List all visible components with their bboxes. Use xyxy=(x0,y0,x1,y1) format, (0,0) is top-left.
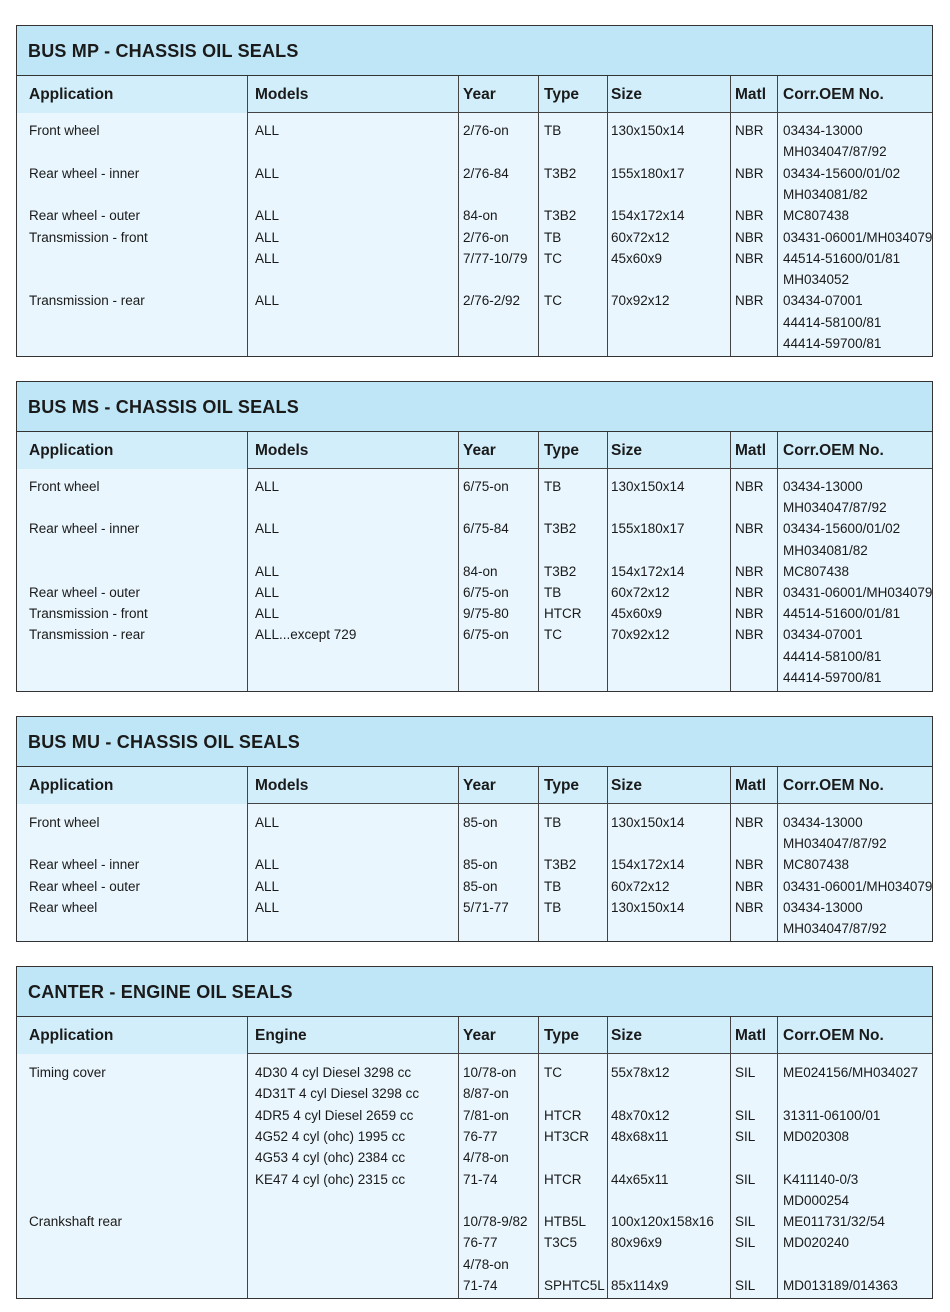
table-row xyxy=(17,1211,932,1232)
cell-size: 48x68x11 xyxy=(611,1128,669,1144)
cell-models: 4G52 4 cyl (ohc) 1995 cc xyxy=(255,1128,406,1144)
cell-oem: MC807438 xyxy=(783,563,850,579)
cell-year: 2/76-84 xyxy=(463,165,509,181)
section-title: CANTER - ENGINE OIL SEALS xyxy=(17,967,932,1017)
cell-type: T3B2 xyxy=(544,521,577,537)
cell-matl: NBR xyxy=(735,899,764,915)
table-row xyxy=(17,876,932,897)
cell-size: 45x60x9 xyxy=(611,606,663,622)
cell-size: 48x70x12 xyxy=(611,1107,670,1123)
table-row xyxy=(17,1062,932,1083)
table-row xyxy=(17,1190,932,1211)
cell-oem: MD020308 xyxy=(783,1128,850,1144)
table-row xyxy=(17,833,932,854)
cell-type: TB xyxy=(544,878,562,894)
column-divider xyxy=(538,432,539,691)
cell-oem: ME024156/MH034027 xyxy=(783,1065,919,1080)
column-divider xyxy=(730,76,731,356)
cell-oem: MH034081/82 xyxy=(783,186,868,202)
cell-models: ALL xyxy=(255,123,280,138)
cell-oem: 44514-51600/01/81 xyxy=(783,250,901,266)
cell-models: 4G53 4 cyl (ohc) 2384 cc xyxy=(255,1150,406,1166)
column-divider xyxy=(538,1017,539,1298)
cell-size: 130x150x14 xyxy=(611,123,685,138)
cell-type: T3B2 xyxy=(544,857,577,873)
cell-models: ALL xyxy=(255,815,280,830)
cell-size: 130x150x14 xyxy=(611,479,685,494)
cell-matl: NBR xyxy=(735,606,764,622)
cell-year: 6/75-on xyxy=(463,627,509,643)
cell-matl: NBR xyxy=(735,229,764,245)
cell-size: 60x72x12 xyxy=(611,878,670,894)
cell-oem: 03434-13000 xyxy=(783,123,863,138)
header-application: Application xyxy=(29,86,114,103)
column-divider xyxy=(777,432,778,691)
cell-application: Rear wheel - inner xyxy=(29,165,140,181)
header-size: Size xyxy=(611,777,643,794)
cell-oem: MC807438 xyxy=(783,857,850,873)
header-matl: Matl xyxy=(735,1027,766,1044)
table-row xyxy=(17,163,932,184)
cell-type: T3B2 xyxy=(544,563,577,579)
cell-application: Rear wheel - inner xyxy=(29,857,140,873)
cell-models: ALL xyxy=(255,229,280,245)
column-divider xyxy=(538,767,539,941)
header-size: Size xyxy=(611,442,643,459)
column-divider xyxy=(247,767,248,941)
cell-type: TC xyxy=(544,250,562,266)
cell-year: 2/76-2/92 xyxy=(463,293,521,309)
cell-year: 71-74 xyxy=(463,1171,498,1187)
header-year: Year xyxy=(463,442,496,459)
header-models: Models xyxy=(255,777,309,794)
cell-oem: MD000254 xyxy=(783,1192,850,1208)
table-row xyxy=(17,1105,932,1126)
section-4 xyxy=(16,966,933,1299)
cell-oem: 44414-58100/81 xyxy=(783,314,882,330)
cell-size: 130x150x14 xyxy=(611,899,685,915)
header-oem: Corr.OEM No. xyxy=(783,1027,884,1044)
cell-matl: NBR xyxy=(735,479,764,494)
cell-oem: ME011731/32/54 xyxy=(783,1214,885,1230)
header-models: Engine xyxy=(255,1027,307,1044)
cell-application: Transmission - front xyxy=(29,229,148,245)
cell-year: 6/75-84 xyxy=(463,521,509,537)
cell-oem: MH034081/82 xyxy=(783,542,868,558)
cell-type: TC xyxy=(544,1065,562,1080)
header-application: Application xyxy=(29,777,114,794)
header-models: Models xyxy=(255,442,309,459)
cell-size: 80x96x9 xyxy=(611,1235,663,1251)
section-2 xyxy=(16,381,933,692)
cell-type: HTCR xyxy=(544,1107,582,1123)
cell-year: 2/76-on xyxy=(463,229,509,245)
column-divider xyxy=(730,767,731,941)
cell-year: 4/78-on xyxy=(463,1150,509,1166)
cell-matl: NBR xyxy=(735,857,764,873)
header-rule xyxy=(247,1053,932,1054)
cell-oem: 03434-15600/01/02 xyxy=(783,521,901,537)
column-divider xyxy=(777,76,778,356)
cell-oem: 03431-06001/MH034079 xyxy=(783,585,933,600)
cell-oem: MC807438 xyxy=(783,208,850,224)
header-year: Year xyxy=(463,777,496,794)
cell-models: ALL xyxy=(255,479,280,494)
cell-oem: K411140-0/3 xyxy=(783,1171,859,1187)
cell-matl: NBR xyxy=(735,878,764,894)
cell-matl: NBR xyxy=(735,585,764,600)
table-row xyxy=(17,333,932,354)
table-row xyxy=(17,1126,932,1147)
cell-year: 85-on xyxy=(463,815,498,830)
cell-application: Front wheel xyxy=(29,479,100,494)
column-divider xyxy=(607,1017,608,1298)
cell-year: 76-77 xyxy=(463,1128,498,1144)
cell-models: ALL xyxy=(255,563,280,579)
header-rule xyxy=(247,468,932,469)
cell-size: 155x180x17 xyxy=(611,165,685,181)
header-rule xyxy=(247,112,932,113)
table-row xyxy=(17,205,932,226)
cell-matl: SIL xyxy=(735,1171,756,1187)
table-row xyxy=(17,120,932,141)
cell-matl: NBR xyxy=(735,165,764,181)
cell-type: TB xyxy=(544,899,562,915)
header-year: Year xyxy=(463,86,496,103)
cell-oem: 03431-06001/MH034079 xyxy=(783,229,933,245)
table-row xyxy=(17,248,932,269)
cell-oem: MH034052 xyxy=(783,272,850,288)
section-title: BUS MU - CHASSIS OIL SEALS xyxy=(17,717,932,767)
cell-year: 85-on xyxy=(463,878,498,894)
header-type: Type xyxy=(544,1027,580,1044)
cell-type: HTB5L xyxy=(544,1214,587,1230)
cell-matl: NBR xyxy=(735,293,764,309)
column-divider xyxy=(777,1017,778,1298)
cell-type: TC xyxy=(544,293,562,309)
table-header xyxy=(17,1017,932,1054)
header-models: Models xyxy=(255,86,309,103)
table-row xyxy=(17,141,932,162)
cell-models: ALL xyxy=(255,606,280,622)
cell-year: 76-77 xyxy=(463,1235,498,1251)
column-divider xyxy=(777,767,778,941)
cell-year: 85-on xyxy=(463,857,498,873)
cell-size: 154x172x14 xyxy=(611,563,685,579)
cell-type: TB xyxy=(544,229,562,245)
cell-models: ALL xyxy=(255,293,280,309)
header-type: Type xyxy=(544,442,580,459)
cell-year: 5/71-77 xyxy=(463,899,509,915)
table-row xyxy=(17,184,932,205)
cell-year: 6/75-on xyxy=(463,585,509,600)
column-divider xyxy=(458,767,459,941)
column-divider xyxy=(458,1017,459,1298)
cell-oem: 03434-07001 xyxy=(783,293,863,309)
cell-application: Rear wheel - inner xyxy=(29,521,140,537)
header-size: Size xyxy=(611,86,643,103)
table-row xyxy=(17,582,932,603)
cell-matl: SIL xyxy=(735,1107,756,1123)
header-matl: Matl xyxy=(735,86,766,103)
cell-year: 84-on xyxy=(463,208,498,224)
cell-type: SPHTC5L xyxy=(544,1278,605,1293)
cell-year: 10/78-on xyxy=(463,1065,517,1080)
cell-type: HTCR xyxy=(544,1171,582,1187)
table-row xyxy=(17,227,932,248)
table-header xyxy=(17,432,932,469)
header-type: Type xyxy=(544,86,580,103)
table-row xyxy=(17,561,932,582)
cell-models: ALL xyxy=(255,585,280,600)
header-rule xyxy=(247,803,932,804)
cell-size: 55x78x12 xyxy=(611,1065,670,1080)
cell-oem: 03434-15600/01/02 xyxy=(783,165,901,181)
cell-oem: 03431-06001/MH034079 xyxy=(783,878,933,894)
cell-application: Front wheel xyxy=(29,815,100,830)
cell-year: 6/75-on xyxy=(463,479,509,494)
cell-matl: SIL xyxy=(735,1278,756,1293)
cell-oem: 03434-07001 xyxy=(783,627,863,643)
cell-models: ALL xyxy=(255,208,280,224)
table-row xyxy=(17,518,932,539)
cell-matl: NBR xyxy=(735,627,764,643)
cell-application: Transmission - rear xyxy=(29,627,145,643)
cell-type: TB xyxy=(544,815,562,830)
table-row xyxy=(17,1254,932,1275)
cell-application: Front wheel xyxy=(29,123,100,138)
section-3 xyxy=(16,716,933,942)
table-row xyxy=(17,1147,932,1168)
table-header xyxy=(17,767,932,804)
cell-type: HT3CR xyxy=(544,1128,590,1144)
cell-application: Transmission - rear xyxy=(29,293,145,309)
cell-models: 4D30 4 cyl Diesel 3298 cc xyxy=(255,1065,412,1080)
cell-type: TB xyxy=(544,585,562,600)
table-row xyxy=(17,1275,932,1296)
section-1 xyxy=(16,25,933,357)
cell-oem: MD013189/014363 xyxy=(783,1278,898,1293)
cell-oem: 44414-59700/81 xyxy=(783,336,882,351)
cell-oem: MH034047/87/92 xyxy=(783,144,887,160)
table-row xyxy=(17,312,932,333)
cell-application: Rear wheel - outer xyxy=(29,585,141,600)
table-row xyxy=(17,497,932,518)
column-divider xyxy=(458,432,459,691)
cell-oem: MH034047/87/92 xyxy=(783,836,887,852)
column-divider xyxy=(607,76,608,356)
cell-models: 4D31T 4 cyl Diesel 3298 cc xyxy=(255,1086,420,1102)
cell-oem: 03434-13000 xyxy=(783,479,863,494)
cell-type: T3B2 xyxy=(544,208,577,224)
cell-oem: 44414-59700/81 xyxy=(783,669,882,685)
cell-application: Transmission - front xyxy=(29,606,148,622)
cell-size: 70x92x12 xyxy=(611,293,670,309)
table-row xyxy=(17,290,932,311)
column-divider xyxy=(607,767,608,941)
cell-year: 2/76-on xyxy=(463,123,509,138)
cell-year: 7/77-10/79 xyxy=(463,250,528,266)
table-row xyxy=(17,646,932,667)
cell-type: TB xyxy=(544,479,562,494)
cell-models: ALL xyxy=(255,899,280,915)
table-row xyxy=(17,667,932,688)
cell-size: 60x72x12 xyxy=(611,229,670,245)
cell-oem: 44514-51600/01/81 xyxy=(783,606,901,622)
table-row xyxy=(17,918,932,939)
section-title: BUS MS - CHASSIS OIL SEALS xyxy=(17,382,932,432)
cell-size: 100x120x158x16 xyxy=(611,1214,714,1230)
cell-year: 84-on xyxy=(463,563,498,579)
cell-matl: NBR xyxy=(735,208,764,224)
cell-models: ALL xyxy=(255,878,280,894)
header-size: Size xyxy=(611,1027,643,1044)
cell-matl: SIL xyxy=(735,1214,756,1230)
cell-year: 8/87-on xyxy=(463,1086,509,1102)
cell-matl: SIL xyxy=(735,1065,756,1080)
table-row xyxy=(17,540,932,561)
cell-matl: SIL xyxy=(735,1235,756,1251)
cell-oem: MH034047/87/92 xyxy=(783,500,887,516)
cell-year: 7/81-on xyxy=(463,1107,509,1123)
column-divider xyxy=(247,432,248,691)
header-oem: Corr.OEM No. xyxy=(783,442,884,459)
cell-models: ALL xyxy=(255,857,280,873)
cell-year: 4/78-on xyxy=(463,1256,509,1272)
cell-type: T3C5 xyxy=(544,1235,578,1251)
cell-models: ALL xyxy=(255,521,280,537)
cell-year: 71-74 xyxy=(463,1278,498,1293)
cell-oem: 03434-13000 xyxy=(783,899,863,915)
table-row xyxy=(17,476,932,497)
cell-models: 4DR5 4 cyl Diesel 2659 cc xyxy=(255,1107,414,1123)
header-application: Application xyxy=(29,442,114,459)
cell-type: HTCR xyxy=(544,606,582,622)
table-row xyxy=(17,1083,932,1104)
header-type: Type xyxy=(544,777,580,794)
cell-models: ALL xyxy=(255,250,280,266)
column-divider xyxy=(538,76,539,356)
cell-size: 45x60x9 xyxy=(611,250,663,266)
cell-application: Rear wheel - outer xyxy=(29,208,141,224)
table-row xyxy=(17,812,932,833)
header-oem: Corr.OEM No. xyxy=(783,777,884,794)
cell-matl: NBR xyxy=(735,815,764,830)
table-row xyxy=(17,1169,932,1190)
header-oem: Corr.OEM No. xyxy=(783,86,884,103)
table-row xyxy=(17,854,932,875)
cell-oem: 31311-06100/01 xyxy=(783,1107,881,1123)
cell-type: T3B2 xyxy=(544,165,577,181)
column-divider xyxy=(247,1017,248,1298)
cell-application: Timing cover xyxy=(29,1065,106,1080)
cell-type: TC xyxy=(544,627,562,643)
cell-size: 85x114x9 xyxy=(611,1278,669,1293)
column-divider xyxy=(458,76,459,356)
table-row xyxy=(17,624,932,645)
cell-matl: NBR xyxy=(735,123,764,138)
column-divider xyxy=(730,432,731,691)
cell-models: ALL...except 729 xyxy=(255,627,357,643)
table-row xyxy=(17,603,932,624)
cell-models: ALL xyxy=(255,165,280,181)
cell-oem: 44414-58100/81 xyxy=(783,648,882,664)
cell-year: 10/78-9/82 xyxy=(463,1214,528,1230)
cell-size: 154x172x14 xyxy=(611,208,685,224)
column-divider xyxy=(607,432,608,691)
cell-size: 44x65x11 xyxy=(611,1171,669,1187)
cell-models: KE47 4 cyl (ohc) 2315 cc xyxy=(255,1171,406,1187)
cell-application: Crankshaft rear xyxy=(29,1214,123,1230)
cell-size: 130x150x14 xyxy=(611,815,685,830)
table-row xyxy=(17,1232,932,1253)
table-row xyxy=(17,269,932,290)
cell-matl: NBR xyxy=(735,563,764,579)
cell-size: 60x72x12 xyxy=(611,585,670,600)
header-year: Year xyxy=(463,1027,496,1044)
cell-matl: SIL xyxy=(735,1128,756,1144)
cell-application: Rear wheel xyxy=(29,899,98,915)
cell-oem: MD020240 xyxy=(783,1235,850,1251)
column-divider xyxy=(730,1017,731,1298)
section-title: BUS MP - CHASSIS OIL SEALS xyxy=(17,26,932,76)
cell-matl: NBR xyxy=(735,250,764,266)
cell-year: 9/75-80 xyxy=(463,606,509,622)
cell-application: Rear wheel - outer xyxy=(29,878,141,894)
table-row xyxy=(17,897,932,918)
header-application: Application xyxy=(29,1027,114,1044)
cell-matl: NBR xyxy=(735,521,764,537)
column-divider xyxy=(247,76,248,356)
header-matl: Matl xyxy=(735,442,766,459)
cell-type: TB xyxy=(544,123,562,138)
cell-size: 154x172x14 xyxy=(611,857,685,873)
cell-size: 155x180x17 xyxy=(611,521,685,537)
cell-oem: 03434-13000 xyxy=(783,815,863,830)
cell-size: 70x92x12 xyxy=(611,627,670,643)
table-header xyxy=(17,76,932,113)
cell-oem: MH034047/87/92 xyxy=(783,921,887,936)
header-matl: Matl xyxy=(735,777,766,794)
